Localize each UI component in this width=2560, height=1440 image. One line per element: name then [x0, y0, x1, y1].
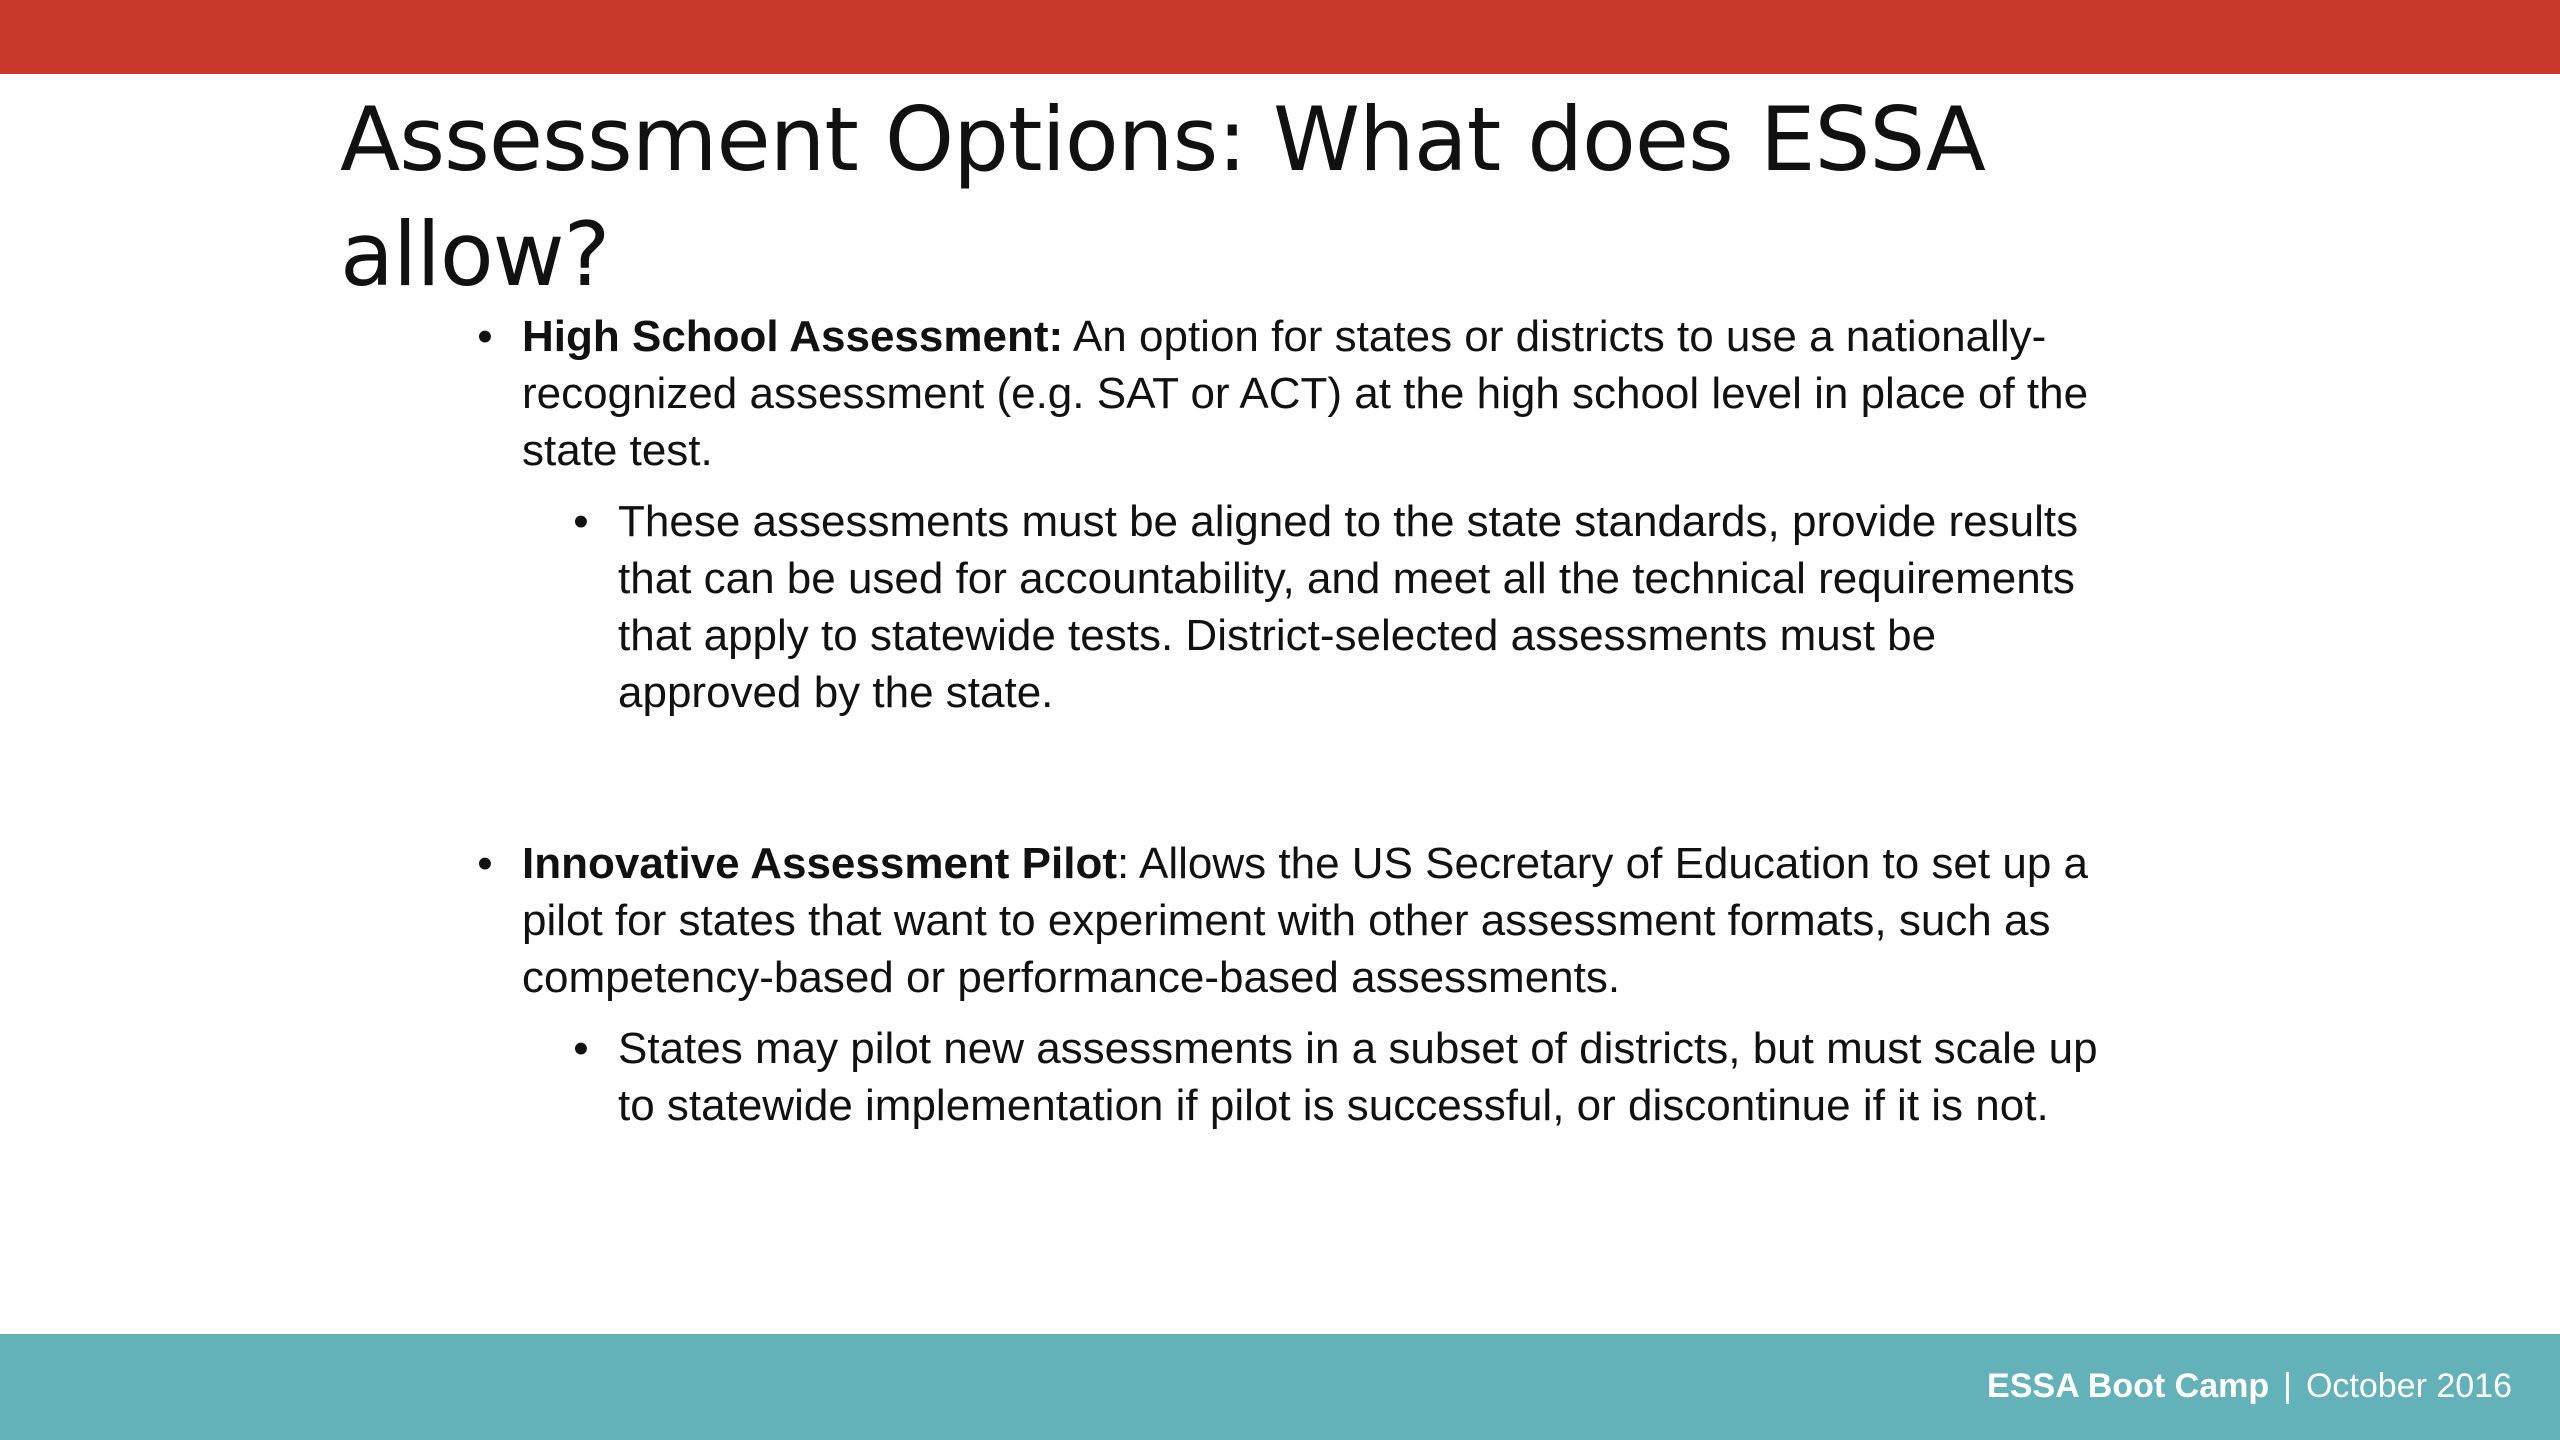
- sub-bullet-alignment: [566, 493, 2130, 721]
- top-accent-bar: [0, 0, 2560, 74]
- sub-bullet-text: These assessments must be aligned to the state standards, provide results that can be used for accountability, and meet all the technical requirements that apply to statewide tests. District-selected assessments must be approved by the state.: [618, 497, 2079, 717]
- sub-bullet-pilot-scale: [566, 1020, 2130, 1134]
- bullet-heading: Innovative Assessment Pilot: [522, 839, 1118, 888]
- slide-title: Assessment Options: What does ESSA allow?: [340, 88, 1986, 306]
- footer-date: October 2016: [2305, 1367, 2512, 1405]
- bullet-dot: •: [477, 839, 493, 888]
- footer-separator: |: [2283, 1367, 2292, 1405]
- bullet-innovative-assessment-pilot: [470, 835, 2130, 1006]
- bullet-dot: •: [573, 1024, 589, 1073]
- footer-bar: [0, 1334, 2560, 1440]
- bullet-dot: •: [477, 312, 493, 361]
- bullet-high-school-assessment: [470, 308, 2130, 479]
- footer-caption: [1987, 1364, 2512, 1408]
- bullet-dot: •: [573, 497, 589, 546]
- sub-bullet-text: States may pilot new assessments in a subset of districts, but must scale up to statewide implementation if pilot is successful, or discontinue if it is not.: [618, 1024, 2098, 1130]
- footer-event: ESSA Boot Camp: [1987, 1367, 2270, 1405]
- bullet-heading: High School Assessment:: [522, 312, 1064, 361]
- slide-content: [470, 308, 2130, 1134]
- bullet-text: An option for states or districts to use a nationally-recognized assessment (e.g. SAT or ACT) at the high school level in place of the state test.: [522, 312, 2089, 475]
- bullet-text: : Allows the US Secretary of Education to set up a pilot for states that want to experiment with other assessment formats, such as competency-based or performance-based assessments.: [522, 839, 2088, 1002]
